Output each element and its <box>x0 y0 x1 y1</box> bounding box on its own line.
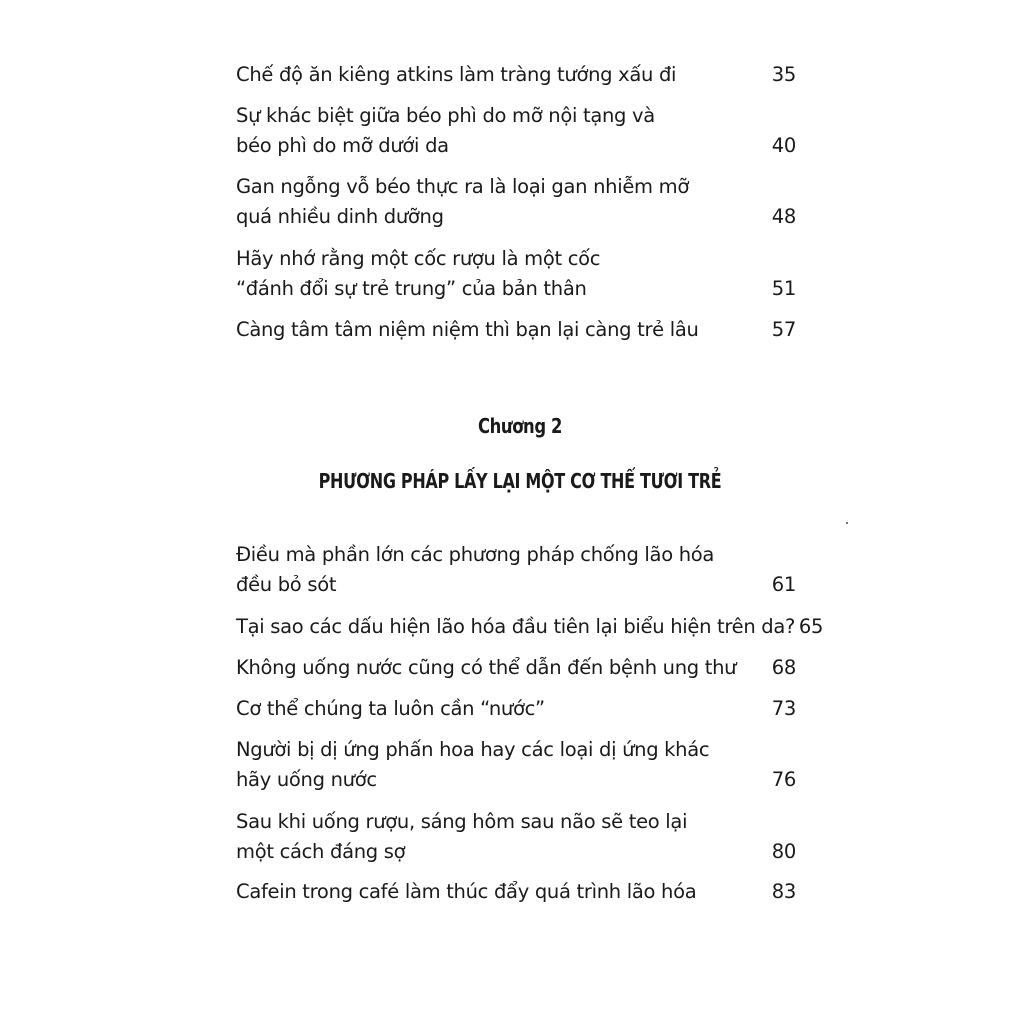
toc-entry-row <box>236 274 796 304</box>
toc-entry-row <box>236 653 796 683</box>
toc-page-number: 68 <box>771 656 796 679</box>
toc-page-number: 35 <box>771 63 796 86</box>
toc-entry-title: Tại sao các dấu hiện lão hóa đầu tiên lại biểu hiện trên da? <box>236 615 796 638</box>
toc-entry-title: hãy uống nước <box>236 768 377 791</box>
toc-page-number: 73 <box>771 697 796 720</box>
toc-page-number: 48 <box>771 205 796 228</box>
chapter-title: PHƯƠNG PHÁP LẤY LẠI MỘT CƠ THỂ TƯƠI TRẺ <box>318 469 722 493</box>
toc-entry <box>236 612 824 642</box>
toc-entry <box>236 653 796 683</box>
toc-entry <box>236 735 796 795</box>
toc-entry <box>236 540 796 600</box>
toc-entry-row <box>236 315 796 345</box>
toc-entry-row <box>236 131 796 161</box>
chapter-label: Chương 2 <box>478 414 562 438</box>
toc-page-number: 40 <box>771 134 796 157</box>
toc-entry <box>236 172 796 232</box>
toc-entry-row <box>236 60 796 90</box>
toc-page-number: 80 <box>771 840 796 863</box>
toc-entry <box>236 60 796 90</box>
print-speck <box>846 522 848 524</box>
toc-entry-title: Sau khi uống rượu, sáng hôm sau não sẽ teo lại <box>236 810 688 833</box>
toc-page-number: 51 <box>771 277 796 300</box>
toc-entry <box>236 694 796 724</box>
toc-entry-title: Gan ngỗng vỗ béo thực ra là loại gan nhiễm mỡ <box>236 175 689 198</box>
toc-entry-row <box>236 765 796 795</box>
toc-page-number: 65 <box>798 615 824 638</box>
toc-entry-title: Chế độ ăn kiêng atkins làm tràng tướng xấu đi <box>236 63 677 86</box>
toc-entry-title: Người bị dị ứng phấn hoa hay các loại dị ứng khác <box>236 738 710 761</box>
toc-entry-row <box>236 612 824 642</box>
toc-entry-row <box>236 570 796 600</box>
toc-entry-title: Hãy nhớ rằng một cốc rượu là một cốc <box>236 247 601 270</box>
toc-entry-title: quá nhiều dinh dưỡng <box>236 205 444 228</box>
toc-entry-title: Cơ thể chúng ta luôn cần “nước” <box>236 697 545 720</box>
toc-entry-title: một cách đáng sợ <box>236 840 406 863</box>
toc-entry <box>236 101 796 161</box>
toc-entry-title: béo phì do mỡ dưới da <box>236 134 449 157</box>
toc-entry-title: Sự khác biệt giữa béo phì do mỡ nội tạng và <box>236 104 655 127</box>
toc-page-number: 83 <box>771 880 796 903</box>
toc-entry-row <box>236 202 796 232</box>
toc-entry-title: “đánh đổi sự trẻ trung” của bản thân <box>236 277 587 300</box>
toc-entry-row <box>236 694 796 724</box>
toc-entry <box>236 807 796 867</box>
toc-entry-title: Cafein trong café làm thúc đẩy quá trình lão hóa <box>236 880 697 903</box>
toc-entry-title: đều bỏ sót <box>236 573 337 596</box>
toc-entry-row <box>236 837 796 867</box>
toc-entry-title: Điều mà phần lớn các phương pháp chống lão hóa <box>236 543 715 566</box>
toc-page-number: 61 <box>771 573 796 596</box>
toc-entry-title: Càng tâm tâm niệm niệm thì bạn lại càng trẻ lâu <box>236 318 699 341</box>
toc-entry <box>236 315 796 345</box>
toc-entry <box>236 244 796 304</box>
toc-entry-row <box>236 877 796 907</box>
toc-page-number: 57 <box>771 318 796 341</box>
toc-entry <box>236 877 796 907</box>
toc-page-number: 76 <box>771 768 796 791</box>
toc-entry-title: Không uống nước cũng có thể dẫn đến bệnh ung thư <box>236 656 737 679</box>
